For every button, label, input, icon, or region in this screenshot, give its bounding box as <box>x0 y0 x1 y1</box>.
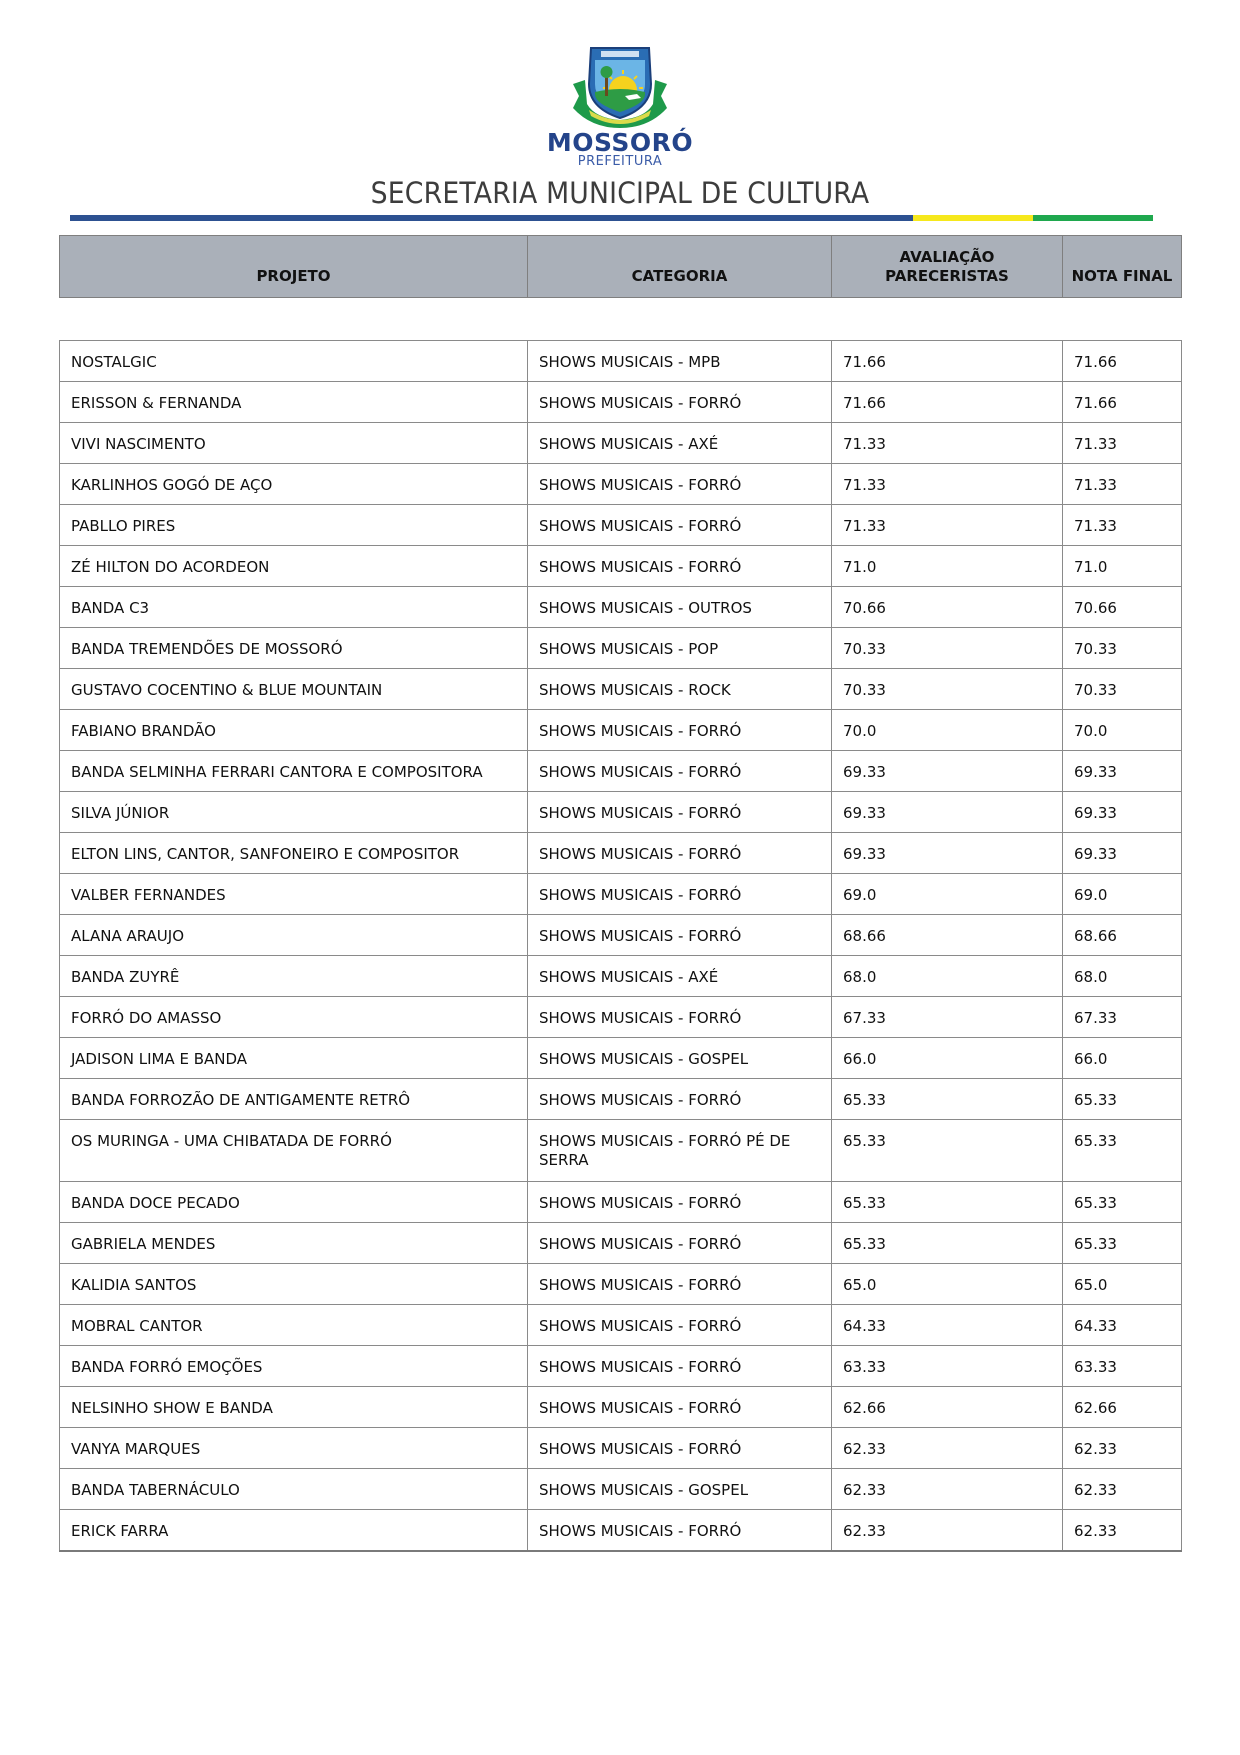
cell-projeto: GUSTAVO COCENTINO & BLUE MOUNTAIN <box>60 669 528 710</box>
table-row <box>60 997 1182 1038</box>
results-table-header <box>59 235 1182 298</box>
cell-nota-final: 69.0 <box>1063 874 1182 915</box>
table-row <box>60 669 1182 710</box>
cell-nota-final: 62.33 <box>1063 1428 1182 1469</box>
table-row <box>60 1305 1182 1346</box>
cell-avaliacao: 63.33 <box>832 1346 1063 1387</box>
table-row <box>60 1120 1182 1182</box>
cell-categoria: SHOWS MUSICAIS - FORRÓ <box>528 1346 832 1387</box>
cell-nota-final: 71.66 <box>1063 382 1182 423</box>
table-row <box>60 382 1182 423</box>
cell-avaliacao: 69.0 <box>832 874 1063 915</box>
table-row <box>60 587 1182 628</box>
cell-avaliacao: 68.66 <box>832 915 1063 956</box>
cell-categoria: SHOWS MUSICAIS - OUTROS <box>528 587 832 628</box>
table-row <box>60 628 1182 669</box>
cell-avaliacao: 68.0 <box>832 956 1063 997</box>
cell-projeto: ERICK FARRA <box>60 1510 528 1551</box>
cell-categoria: SHOWS MUSICAIS - FORRÓ <box>528 1264 832 1305</box>
table-row <box>60 874 1182 915</box>
cell-projeto: BANDA FORRÓ EMOÇÕES <box>60 1346 528 1387</box>
column-header-nota-final: NOTA FINAL <box>1063 236 1182 298</box>
cell-projeto: KARLINHOS GOGÓ DE AÇO <box>60 464 528 505</box>
department-title: SECRETARIA MUNICIPAL DE CULTURA <box>370 176 870 210</box>
cell-projeto: ELTON LINS, CANTOR, SANFONEIRO E COMPOSITOR <box>60 833 528 874</box>
table-row <box>60 1038 1182 1079</box>
cell-nota-final: 69.33 <box>1063 833 1182 874</box>
table-row <box>60 833 1182 874</box>
table-row <box>60 956 1182 997</box>
cell-avaliacao: 69.33 <box>832 792 1063 833</box>
cell-projeto: FORRÓ DO AMASSO <box>60 997 528 1038</box>
cell-projeto: VIVI NASCIMENTO <box>60 423 528 464</box>
cell-categoria: SHOWS MUSICAIS - FORRÓ <box>528 710 832 751</box>
cell-projeto: ZÉ HILTON DO ACORDEON <box>60 546 528 587</box>
cell-nota-final: 69.33 <box>1063 751 1182 792</box>
cell-nota-final: 71.33 <box>1063 505 1182 546</box>
cell-nota-final: 69.33 <box>1063 792 1182 833</box>
table-row <box>60 546 1182 587</box>
cell-projeto: BANDA FORROZÃO DE ANTIGAMENTE RETRÔ <box>60 1079 528 1120</box>
cell-nota-final: 62.33 <box>1063 1510 1182 1551</box>
table-row <box>60 505 1182 546</box>
cell-categoria: SHOWS MUSICAIS - FORRÓ <box>528 1305 832 1346</box>
cell-categoria: SHOWS MUSICAIS - FORRÓ <box>528 505 832 546</box>
column-header-projeto: PROJETO <box>60 236 528 298</box>
table-row <box>60 1079 1182 1120</box>
cell-avaliacao: 70.33 <box>832 669 1063 710</box>
cell-projeto: GABRIELA MENDES <box>60 1223 528 1264</box>
cell-categoria: SHOWS MUSICAIS - POP <box>528 628 832 669</box>
cell-nota-final: 67.33 <box>1063 997 1182 1038</box>
cell-nota-final: 68.0 <box>1063 956 1182 997</box>
cell-avaliacao: 69.33 <box>832 751 1063 792</box>
brand-subtitle: PREFEITURA <box>577 154 663 169</box>
table-row <box>60 792 1182 833</box>
cell-projeto: PABLLO PIRES <box>60 505 528 546</box>
cell-categoria: SHOWS MUSICAIS - AXÉ <box>528 956 832 997</box>
cell-nota-final: 68.66 <box>1063 915 1182 956</box>
letterhead <box>0 0 1240 225</box>
cell-avaliacao: 71.66 <box>832 341 1063 382</box>
cell-nota-final: 71.66 <box>1063 341 1182 382</box>
cell-nota-final: 63.33 <box>1063 1346 1182 1387</box>
cell-avaliacao: 65.33 <box>832 1223 1063 1264</box>
cell-categoria: SHOWS MUSICAIS - FORRÓ <box>528 1428 832 1469</box>
cell-nota-final: 66.0 <box>1063 1038 1182 1079</box>
cell-projeto: BANDA TREMENDÕES DE MOSSORÓ <box>60 628 528 669</box>
cell-avaliacao: 71.33 <box>832 464 1063 505</box>
cell-projeto: MOBRAL CANTOR <box>60 1305 528 1346</box>
column-header-categoria: CATEGORIA <box>528 236 832 298</box>
cell-avaliacao: 66.0 <box>832 1038 1063 1079</box>
cell-nota-final: 65.0 <box>1063 1264 1182 1305</box>
cell-projeto: ERISSON & FERNANDA <box>60 382 528 423</box>
cell-avaliacao: 65.33 <box>832 1120 1063 1182</box>
cell-avaliacao: 62.66 <box>832 1387 1063 1428</box>
cell-avaliacao: 62.33 <box>832 1428 1063 1469</box>
cell-avaliacao: 70.0 <box>832 710 1063 751</box>
cell-categoria: SHOWS MUSICAIS - FORRÓ <box>528 792 832 833</box>
cell-categoria: SHOWS MUSICAIS - FORRÓ <box>528 1223 832 1264</box>
cell-avaliacao: 71.33 <box>832 505 1063 546</box>
cell-categoria: SHOWS MUSICAIS - GOSPEL <box>528 1038 832 1079</box>
table-row <box>60 915 1182 956</box>
table-row <box>60 1346 1182 1387</box>
cell-categoria: SHOWS MUSICAIS - MPB <box>528 341 832 382</box>
cell-categoria: SHOWS MUSICAIS - FORRÓ <box>528 997 832 1038</box>
cell-nota-final: 65.33 <box>1063 1120 1182 1182</box>
table-row <box>60 751 1182 792</box>
table-row <box>60 1510 1182 1551</box>
cell-categoria: SHOWS MUSICAIS - FORRÓ <box>528 546 832 587</box>
table-row <box>60 710 1182 751</box>
coat-of-arms-icon <box>565 44 675 130</box>
cell-nota-final: 71.33 <box>1063 464 1182 505</box>
table-row <box>60 1428 1182 1469</box>
cell-nota-final: 71.0 <box>1063 546 1182 587</box>
brand-name: MOSSORÓ <box>546 128 694 157</box>
cell-projeto: ALANA ARAUJO <box>60 915 528 956</box>
table-row <box>60 1223 1182 1264</box>
cell-avaliacao: 69.33 <box>832 833 1063 874</box>
results-table <box>59 340 1182 1552</box>
cell-categoria: SHOWS MUSICAIS - FORRÓ <box>528 1079 832 1120</box>
cell-nota-final: 64.33 <box>1063 1305 1182 1346</box>
cell-nota-final: 71.33 <box>1063 423 1182 464</box>
cell-categoria: SHOWS MUSICAIS - FORRÓ <box>528 1387 832 1428</box>
cell-projeto: FABIANO BRANDÃO <box>60 710 528 751</box>
cell-categoria: SHOWS MUSICAIS - FORRÓ <box>528 833 832 874</box>
cell-avaliacao: 71.33 <box>832 423 1063 464</box>
cell-categoria: SHOWS MUSICAIS - FORRÓ <box>528 915 832 956</box>
cell-categoria: SHOWS MUSICAIS - ROCK <box>528 669 832 710</box>
cell-nota-final: 62.66 <box>1063 1387 1182 1428</box>
cell-categoria: SHOWS MUSICAIS - FORRÓ <box>528 382 832 423</box>
table-row <box>60 1264 1182 1305</box>
cell-projeto: VANYA MARQUES <box>60 1428 528 1469</box>
table-row <box>60 464 1182 505</box>
column-header-avaliacao: AVALIAÇÃO PARECERISTAS <box>832 236 1063 298</box>
cell-avaliacao: 65.33 <box>832 1182 1063 1223</box>
cell-avaliacao: 67.33 <box>832 997 1063 1038</box>
cell-projeto: BANDA C3 <box>60 587 528 628</box>
stripe-blue <box>70 215 913 221</box>
cell-projeto: BANDA SELMINHA FERRARI CANTORA E COMPOSITORA <box>60 751 528 792</box>
table-row <box>60 1182 1182 1223</box>
cell-nota-final: 70.0 <box>1063 710 1182 751</box>
cell-nota-final: 65.33 <box>1063 1182 1182 1223</box>
cell-avaliacao: 70.66 <box>832 587 1063 628</box>
cell-avaliacao: 65.33 <box>832 1079 1063 1120</box>
cell-avaliacao: 65.0 <box>832 1264 1063 1305</box>
table-row <box>60 1469 1182 1510</box>
cell-projeto: JADISON LIMA E BANDA <box>60 1038 528 1079</box>
cell-categoria: SHOWS MUSICAIS - FORRÓ <box>528 874 832 915</box>
cell-projeto: NELSINHO SHOW E BANDA <box>60 1387 528 1428</box>
cell-nota-final: 62.33 <box>1063 1469 1182 1510</box>
cell-projeto: BANDA DOCE PECADO <box>60 1182 528 1223</box>
cell-nota-final: 70.33 <box>1063 669 1182 710</box>
cell-projeto: BANDA ZUYRÊ <box>60 956 528 997</box>
table-row <box>60 1387 1182 1428</box>
stripe-yellow <box>913 215 1033 221</box>
cell-projeto: SILVA JÚNIOR <box>60 792 528 833</box>
cell-projeto: NOSTALGIC <box>60 341 528 382</box>
cell-avaliacao: 62.33 <box>832 1469 1063 1510</box>
table-row <box>60 423 1182 464</box>
cell-avaliacao: 64.33 <box>832 1305 1063 1346</box>
cell-nota-final: 65.33 <box>1063 1223 1182 1264</box>
cell-categoria: SHOWS MUSICAIS - FORRÓ <box>528 464 832 505</box>
cell-categoria: SHOWS MUSICAIS - FORRÓ <box>528 751 832 792</box>
cell-projeto: OS MURINGA - UMA CHIBATADA DE FORRÓ <box>60 1120 528 1182</box>
table-row <box>60 341 1182 382</box>
cell-avaliacao: 70.33 <box>832 628 1063 669</box>
cell-avaliacao: 62.33 <box>832 1510 1063 1551</box>
cell-projeto: VALBER FERNANDES <box>60 874 528 915</box>
cell-categoria: SHOWS MUSICAIS - FORRÓ PÉ DE SERRA <box>528 1120 832 1182</box>
cell-nota-final: 65.33 <box>1063 1079 1182 1120</box>
cell-nota-final: 70.33 <box>1063 628 1182 669</box>
cell-projeto: BANDA TABERNÁCULO <box>60 1469 528 1510</box>
stripe-green <box>1033 215 1153 221</box>
cell-categoria: SHOWS MUSICAIS - FORRÓ <box>528 1510 832 1551</box>
cell-avaliacao: 71.0 <box>832 546 1063 587</box>
cell-nota-final: 70.66 <box>1063 587 1182 628</box>
cell-categoria: SHOWS MUSICAIS - GOSPEL <box>528 1469 832 1510</box>
cell-categoria: SHOWS MUSICAIS - FORRÓ <box>528 1182 832 1223</box>
cell-categoria: SHOWS MUSICAIS - AXÉ <box>528 423 832 464</box>
cell-avaliacao: 71.66 <box>832 382 1063 423</box>
cell-projeto: KALIDIA SANTOS <box>60 1264 528 1305</box>
